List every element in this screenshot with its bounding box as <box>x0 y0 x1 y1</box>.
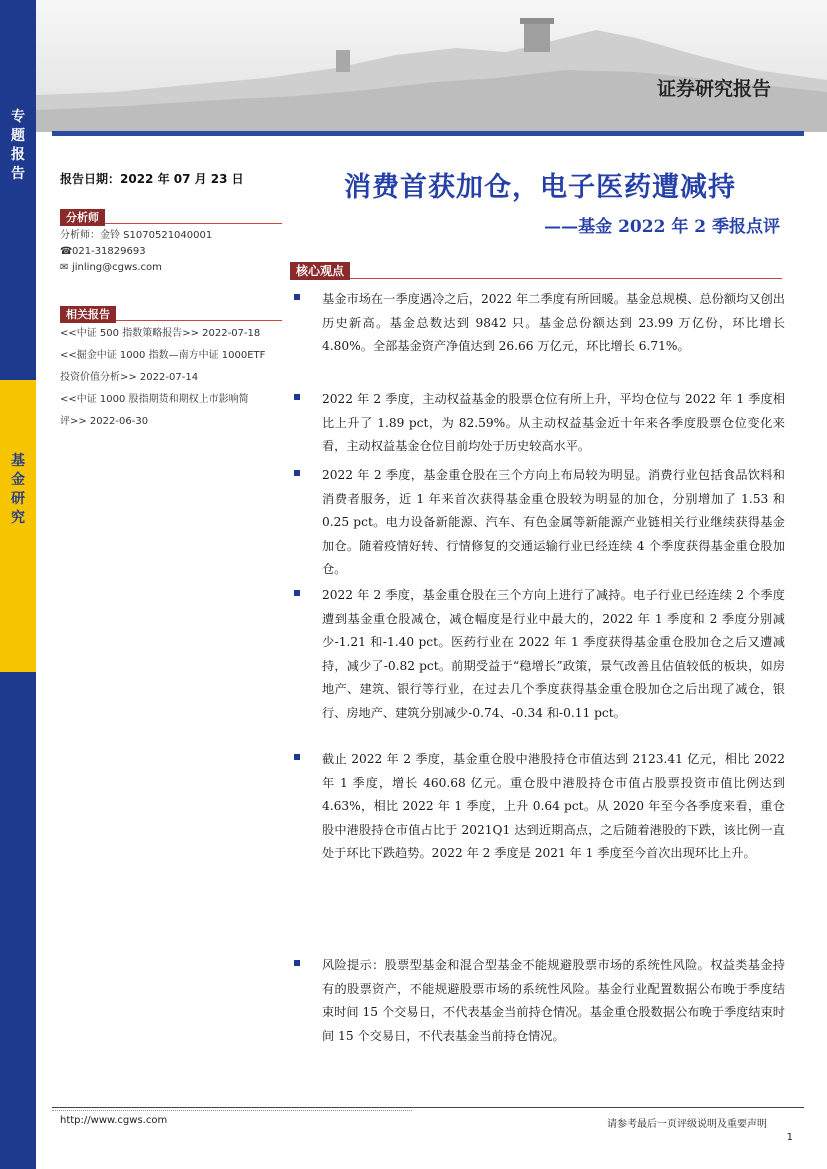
bullet-square-icon <box>294 590 300 596</box>
bullet-text: 2022 年 2 季度，基金重仓股在三个方向上布局较为明显。消费行业包括食品饮料和消费者服务，近 1 年来首次获得基金重仓股较为明显的加仓，分别增加了 1.53 和 0.25 pct。电力设备新能源、汽车、有色金属等新能源产业链相关行业继续获得基金加仓。随着疫情好转、行情修复的交通运输行业已经连续 4 个季度获得基金重仓股加仓。 <box>322 468 785 576</box>
analyst-phone-row <box>60 244 282 260</box>
header-banner <box>36 0 827 132</box>
list-item <box>290 584 785 725</box>
analyst-block <box>60 206 282 276</box>
related-report-item[interactable]: 投资价值分析>> 2022-07-14 <box>60 372 199 383</box>
sidebar-research-category: 基 金 研 究 <box>11 453 25 526</box>
bullet-text: 基金市场在一季度遇冷之后，2022 年二季度有所回暖。基金总规模、总份额均又创出历史新高。基金总数达到 9842 只。基金总份额达到 23.99 万亿份，环比增长 4.80%。全部基金资产净值达到 26.66 万亿元，环比增长 6.71%。 <box>322 292 785 353</box>
core-views-header <box>290 260 782 279</box>
related-report-item[interactable]: <<掘金中证 1000 指数—南方中证 1000ETF <box>60 350 266 361</box>
report-type-label: 证券研究报告 <box>656 78 771 100</box>
analyst-email-row <box>60 260 282 276</box>
related-section-label: 相关报告 <box>60 306 116 323</box>
list-item <box>290 464 785 582</box>
footer-notice: 请参考最后一页评级说明及重要声明 <box>607 1119 767 1130</box>
bullet-text: 截止 2022 年 2 季度，基金重仓股中港股持仓市值达到 2123.41 亿元，相比 2022 年 1 季度，增长 460.68 亿元。重仓股中港股持仓市值占股票投资市值比例达到 4.63%，相比 2022 年 1 季度，上升 0.64 pct。从 2020 年至今各季度来看，重仓股中港股持仓市值占比于 2021Q1 达到近期高点，之后随着港股的下跌，该比例一直处于环比下跌趋势。2022 年 2 季度是 2021 年 1 季度至今首次出现环比上升。 <box>322 752 785 860</box>
sidebar-report-category: 专 题 报 告 <box>11 109 25 182</box>
bullet-square-icon <box>294 960 300 966</box>
analyst-email[interactable]: jinling@cgws.com <box>72 262 162 273</box>
bullet-square-icon <box>294 394 300 400</box>
analyst-section-header <box>60 206 282 224</box>
bullet-text: 2022 年 2 季度，基金重仓股在三个方向上进行了减持。电子行业已经连续 2 个季度遭到基金重仓股减仓，减仓幅度是行业中最大的，2022 年 1 季度和 2 季度分别减少-1.21 和-1.40 pct。医药行业在 2022 年 1 季度获得基金重仓股加仓之后又遭减持，减少了-0.82 pct。前期受益于“稳增长”政策，景气改善且估值较低的板块，如房地产、建筑、银行等行业，在过去几个季度获得基金重仓股加仓之后出现了减仓，银行、房地产、建筑分别减少-0.74、-0.34 和-0.11 pct。 <box>322 588 785 720</box>
analyst-name: 分析师：金铃 S1070521040001 <box>60 230 213 241</box>
list-item <box>290 388 785 459</box>
core-views-label: 核心观点 <box>290 262 350 280</box>
footer-dotted-rule <box>52 1110 412 1111</box>
analyst-section-label: 分析师 <box>60 209 105 226</box>
header-rule <box>52 131 804 136</box>
analyst-phone: 021-31829693 <box>72 246 146 257</box>
great-wall-illustration <box>36 0 827 132</box>
footer-url[interactable]: http://www.cgws.com <box>60 1115 168 1126</box>
left-column <box>60 170 282 427</box>
footer-rule <box>52 1107 804 1108</box>
phone-icon: ☎ <box>60 246 73 257</box>
list-item <box>290 748 785 866</box>
related-reports-block <box>60 303 282 433</box>
report-date: 报告日期：2022 年 07 月 23 日 <box>60 172 244 186</box>
bullet-square-icon <box>294 470 300 476</box>
bullet-square-icon <box>294 294 300 300</box>
report-subtitle: ——基金 2022 年 2 季报点评 <box>544 217 780 237</box>
bullet-text: 风险提示：股票型基金和混合型基金不能规避股票市场的系统性风险。权益类基金持有的股票资产，不能规避股票市场的系统性风险。基金行业配置数据公布晚于季度结束时间 15 个交易日，不代表基金当前持仓情况。基金重仓股数据公布晚于季度结束时间 15 个交易日，不代表基金当前持仓情况。 <box>322 958 785 1043</box>
bullet-text: 2022 年 2 季度，主动权益基金的股票仓位有所上升，平均仓位与 2022 年 1 季度相比上升了 1.89 pct，为 82.59%。从主动权益基金近十年来各季度股票仓位变化来看，主动权益基金仓位目前均处于历史较高水平。 <box>322 392 785 453</box>
related-report-item[interactable]: 评>> 2022-06-30 <box>60 416 149 427</box>
list-item <box>290 954 785 1048</box>
related-section-header <box>60 303 282 321</box>
email-icon: ✉ <box>60 262 69 273</box>
page-number: 1 <box>786 1132 793 1143</box>
bullet-square-icon <box>294 754 300 760</box>
related-report-item[interactable]: <<中证 1000 股指期货和期权上市影响简 <box>60 394 249 405</box>
report-title: 消费首获加仓，电子医药遭减持 <box>344 172 736 203</box>
related-report-item[interactable]: <<中证 500 指数策略报告>> 2022-07-18 <box>60 328 261 339</box>
list-item <box>290 288 785 359</box>
